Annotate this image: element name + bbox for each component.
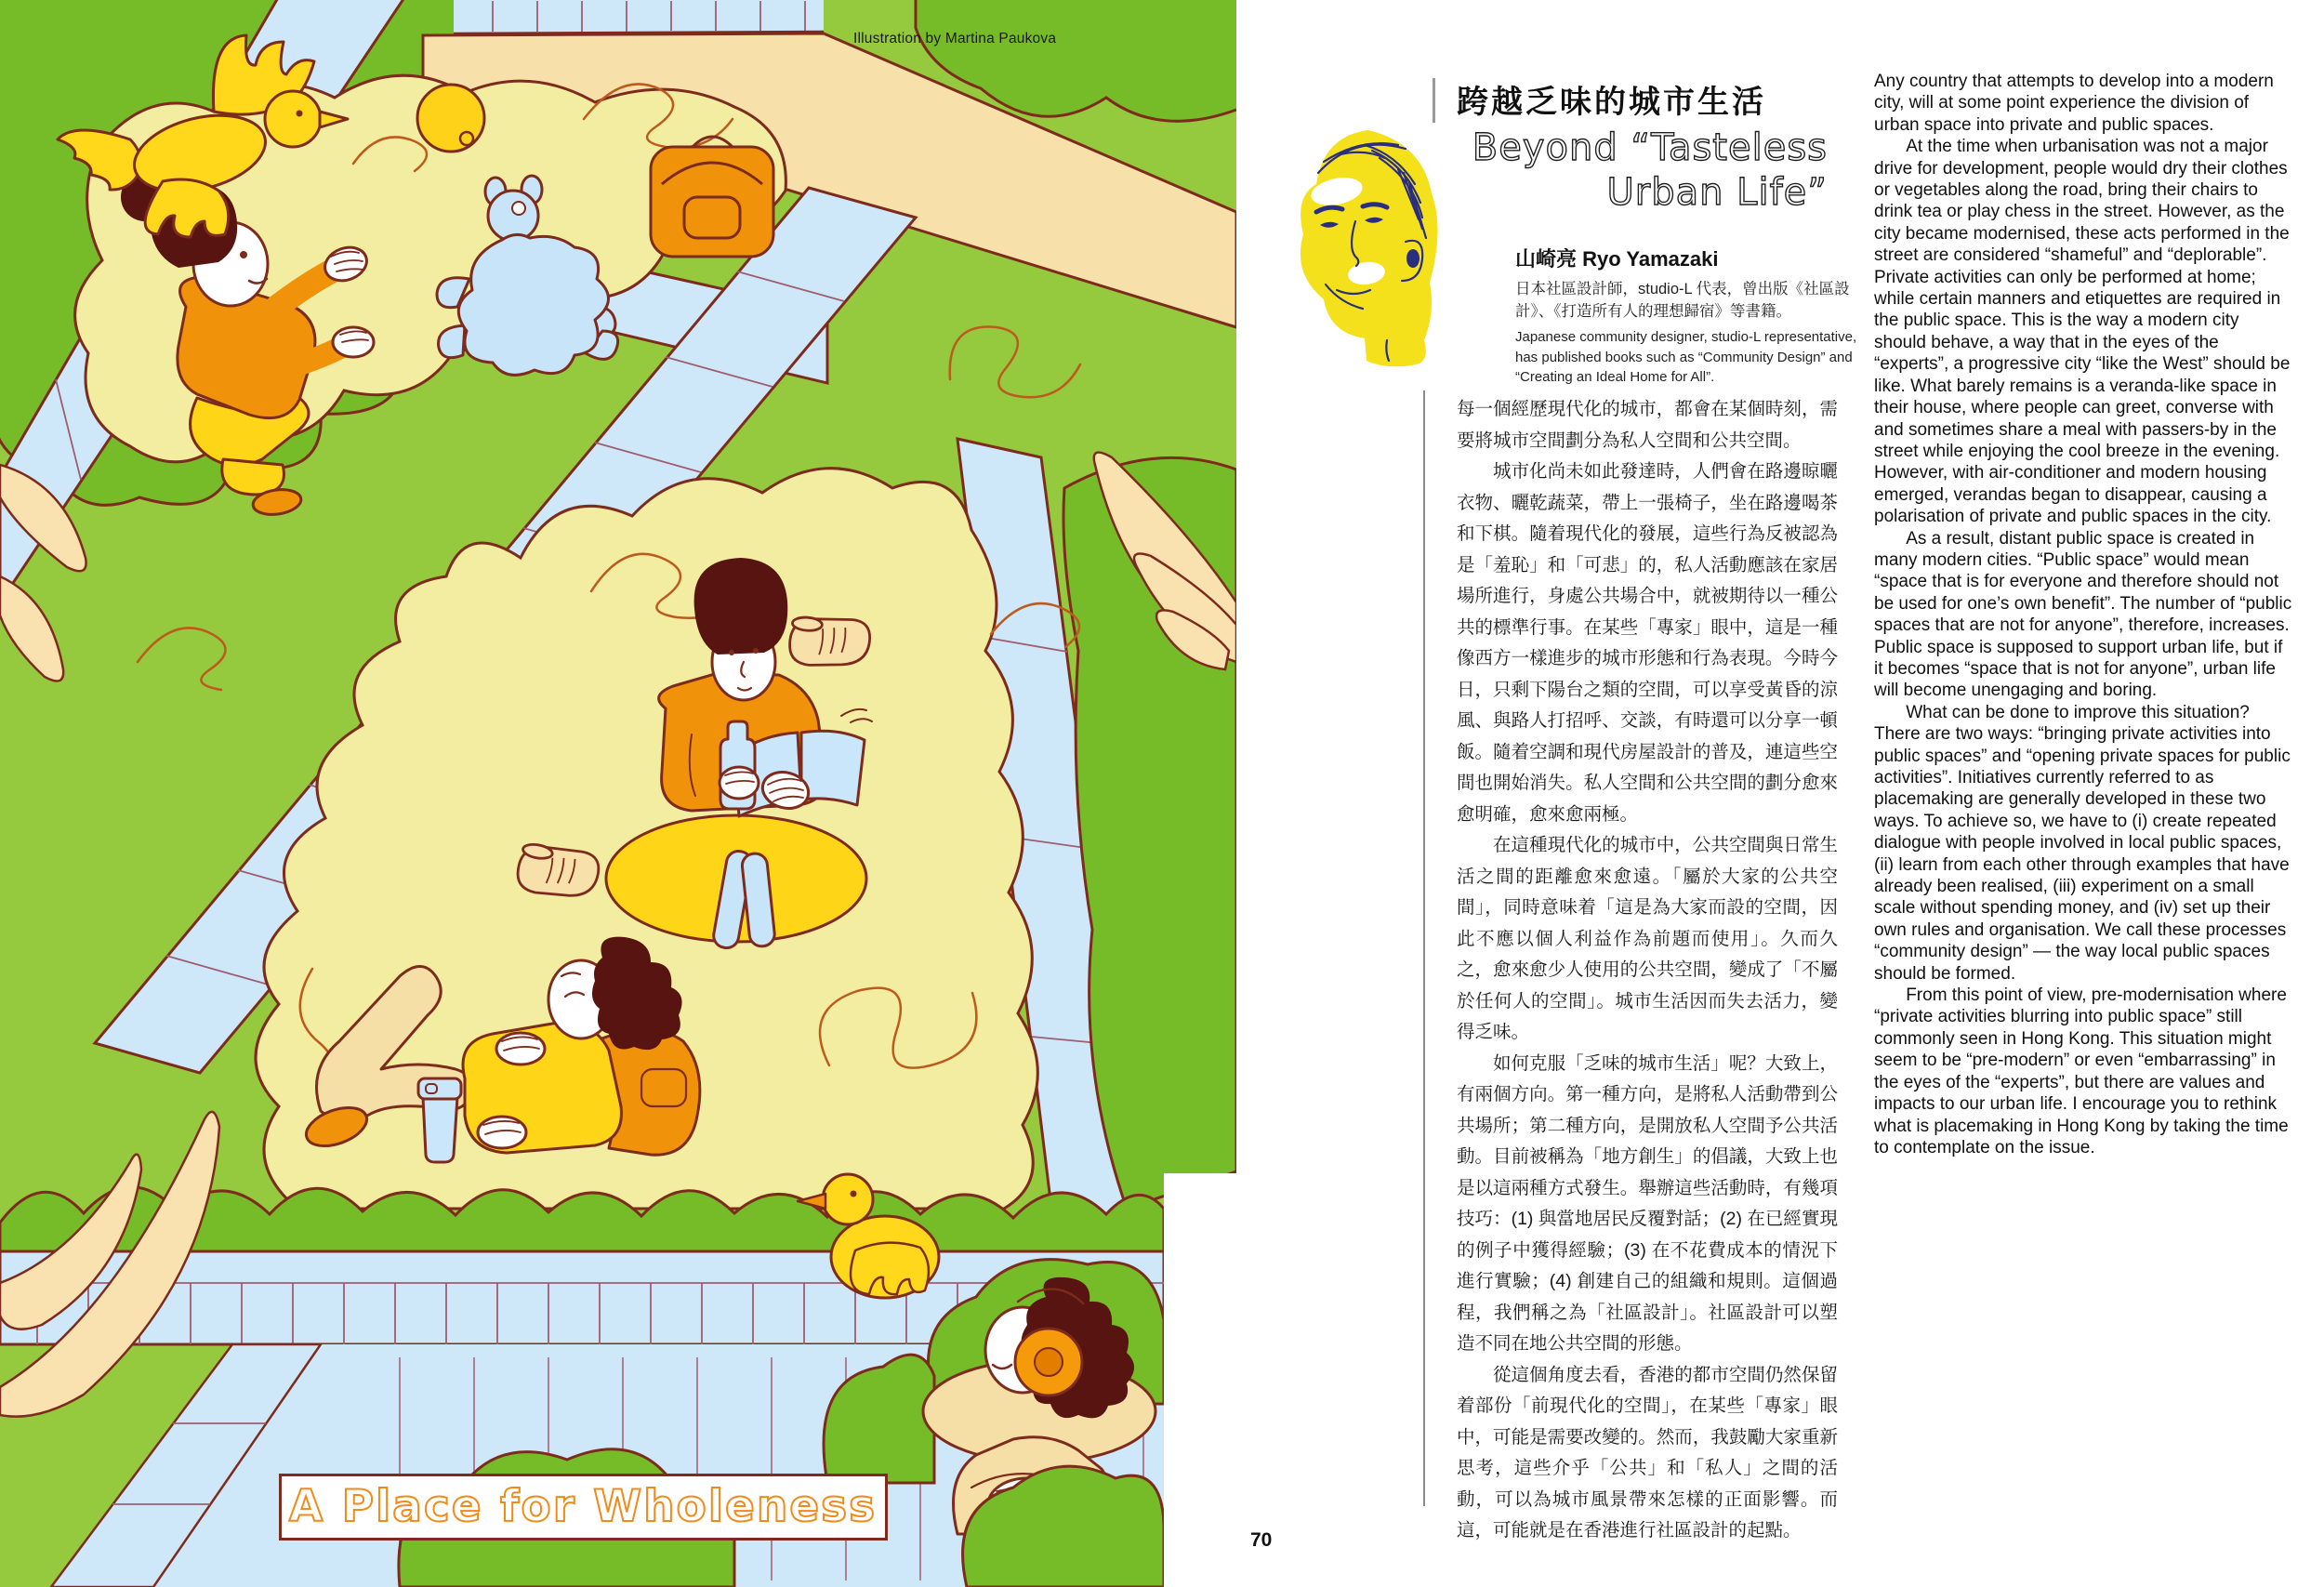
paragraph-en: At the time when urbanisation was not a major drive for development, people would dry their clothes or vegetables along the road, bring their chairs to drink tea or play chess in the street. However, as the city became modernised, these acts performed in the street are considered “shameful” and “deplorable”. Private activities can only be performed at home; while certain manners and etiquettes are required in the public space. This is the way a modern city should behave, a way that in the eyes of the “experts”, a progressive city “like the West” should be like. What barely remains is a veranda-like space in their house, where people can greet, converse with and sometimes share a meal with passers-by in the street while enjoying the cool breeze in the evening. However, with air-conditioner and modern housing emerged, verandas began to disappear, causing a polarisation of private and public spaces in the city. <box>1874 137 2291 527</box>
coffee-cup <box>418 1078 461 1162</box>
paragraph-en: Any country that attempts to develop into a modern city, will at some point experience the division of urban space into private and public spaces. <box>1874 72 2274 135</box>
paragraph-zh: 城市化尚未如此發達時，人們會在路邊晾曬衣物、曬乾蔬菜，帶上一張椅子，坐在路邊喝茶和下棋。隨着現代化的發展，這些行為反被認為是「羞恥」和「可悲」的，私人活動應該在家居場所進行，身處公共場合中，就被期待以一種公共的標準行事。在某些「專家」眼中，這是一種像西方一樣進步的城市形態和行為表現。今時今日，只剩下陽台之類的空間，可以享受黃昏的涼風、與路人打招呼、交談，有時還可以分享一頓飯。隨着空調和現代房屋設計的普及，連這些空間也開始消失。私人空間和公共空間的劃分愈來愈明確，愈來愈兩極。 <box>1457 461 1838 825</box>
author-name: 山崎亮 Ryo Yamazaki <box>1515 247 1719 271</box>
author-bio-en: Japanese community designer, studio-L representative, has published books such as “Community Design” and “Creating an Ideal Home for All”. <box>1515 329 1857 385</box>
article-body-zh <box>1457 394 1838 1547</box>
paragraph-en: What can be done to improve this situation? There are two ways: “bringing private activities into public spaces” and “opening private spaces for public activities”. Initiatives currently referred to as placemaking are generally developed in these two ways. To achieve so, we have to (i) create repeated dialogue with people involved in local public spaces, (ii) learn from each other through examples that have already been realised, (iii) experiment on a small scale without spending money, and (iv) set up their own rules and organisation. We call these processes “community design” — the way local public spaces should be formed. <box>1874 702 2291 984</box>
article-title-en-line2: Urban Life” <box>1606 171 1828 214</box>
ball <box>417 85 484 152</box>
page-margin <box>1164 1173 1236 1587</box>
title-rule <box>1433 78 1435 123</box>
article-title-en <box>1413 125 1831 218</box>
author-bio-zh: 日本社區設計師，studio-L 代表，曾出版《社區設計》、《打造所有人的理想歸宿》等書籍。 <box>1515 281 1850 320</box>
article-title-en-line1: Beyond “Tasteless <box>1472 126 1828 169</box>
article-body-en <box>1874 71 2294 1158</box>
paragraph-zh: 從這個角度去看，香港的都市空間仍然保留着部份「前現代化的空間」，在某些「專家」眼中，可能是需要改變的。然而，我鼓勵大家重新思考，這些介乎「公共」和「私人」之間的活動，可以為城市風景帶來怎樣的正面影響。而這，可能就是在香港進行社區設計的起點。 <box>1457 1364 1838 1541</box>
paragraph-en: As a result, distant public space is created in many modern cities. “Public space” would mean “space that is for everyone and therefore should not be used for one’s own benefit”. The number of “public spaces that are not for anyone”, therefore, increases. Public space is supposed to support urban life, but if it becomes “space that is not for anyone”, urban life will become unengaging and boring. <box>1874 528 2292 701</box>
banner-title-svg <box>282 1476 885 1538</box>
paragraph-zh: 如何克服「乏味的城市生活」呢？大致上，有兩個方向。第一種方向，是將私人活動帶到公共場所；第二種方向，是開放私人空間予公共活動。目前被稱為「地方創生」的倡議，大致上也是以這兩種方式發生。舉辦這些活動時，有幾項技巧：(1) 與當地居民反覆對話；(2) 在已經實現的例子中獲得經驗；(3) 在不花費成本的情況下進行實驗；(4) 創建自己的組織和規則。這個過程，我們稱之為「社區設計」。社區設計可以塑造不同在地公共空間的形態。 <box>1457 1052 1838 1354</box>
backpack <box>651 137 773 257</box>
paragraph-zh: 每一個經歷現代化的城市，都會在某個時刻，需要將城市空間劃分為私人空間和公共空間。 <box>1457 399 1838 451</box>
paragraph-en: From this point of view, pre-modernisation where “private activities blurring into public space” still commonly seen in Hong Kong. This situation might seem to be “pre-modern” or even “embarrassing” in the eyes of the “experts”, but there are values and impacts to our urban life. I encourage you to rethink what is placemaking in Hong Kong by taking the time to contemplate on the issue. <box>1874 985 2289 1157</box>
article-title-zh: 跨越乏味的城市生活 <box>1457 84 1766 121</box>
top-tile-path <box>454 0 824 33</box>
banner-title: A Place for Wholeness <box>288 1481 878 1532</box>
banner <box>279 1474 888 1541</box>
paragraph-zh: 在這種現代化的城市中，公共空間與日常生活之間的距離愈來愈遠。「屬於大家的公共空間」，同時意味着「這是為大家而設的空間，因此不應以個人利益作為前題而使用」。久而久之，愈來愈少人使用的公共空間，變成了「不屬於任何人的空間」。城市生活因而失去活力，變得乏味。 <box>1457 835 1838 1042</box>
page-number: 70 <box>1250 1529 1273 1551</box>
column-rule <box>1423 390 1425 1506</box>
article-page <box>1236 0 2324 1587</box>
illustration-credit: Illustration by Martina Paukova <box>853 31 1057 46</box>
